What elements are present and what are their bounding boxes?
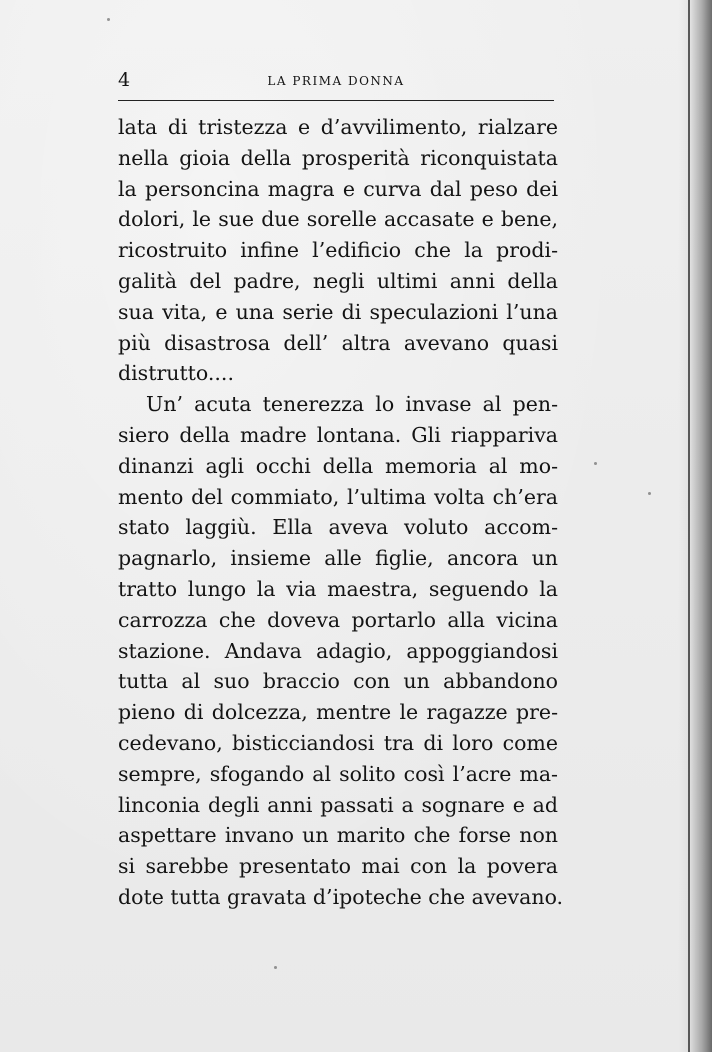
text-line: lata di tristezza e d’avvilimento, rialzare — [118, 115, 558, 139]
text-line: stato laggiù. Ella aveva voluto accom- — [118, 515, 558, 540]
paper-speck — [274, 966, 277, 969]
text-line: carrozza che doveva portarlo alla vicina — [118, 607, 558, 632]
paragraph-2 — [118, 389, 564, 913]
text-line: distrutto.... — [118, 361, 234, 386]
text-line: nella gioia della prosperità riconquistata — [118, 145, 558, 170]
running-title: LA PRIMA DONNA — [267, 74, 405, 88]
paper-speck — [648, 492, 651, 495]
text-line: tutta al suo braccio con un abbandono — [118, 669, 558, 694]
text-line: sua vita, e una serie di speculazioni l’una — [118, 299, 558, 324]
paragraph-1 — [118, 112, 558, 389]
text-line: siero della madre lontana. Gli riappariva — [118, 422, 558, 447]
text-line: ricostruito infine l’edificio che la prodi- — [118, 238, 558, 263]
text-line: la personcina magra e curva dal peso dei — [118, 176, 558, 201]
text-line: tratto lungo la via maestra, seguendo la — [118, 576, 558, 601]
text-line: dinanzi agli occhi della memoria al mo- — [118, 453, 558, 478]
text-line: mento del commiato, l’ultima volta ch’era — [118, 484, 558, 509]
text-line: Un’ acuta tenerezza lo invase al pen- — [146, 392, 558, 417]
text-line: dote tutta gravata d’ipoteche che avevano. — [118, 884, 564, 909]
text-line: più disastrosa dell’ altra avevano quasi — [118, 330, 558, 355]
text-line: dolori, le sue due sorelle accasate e bene, — [118, 207, 558, 232]
text-line: linconia degli anni passati a sognare e ad — [118, 792, 558, 817]
header-rule — [118, 100, 554, 101]
page-number: 4 — [118, 69, 131, 91]
text-line: cedevano, bisticciandosi tra di loro come — [118, 730, 558, 755]
text-line: pagnarlo, insieme alle figlie, ancora un — [118, 546, 558, 571]
text-line: galità del padre, negli ultimi anni della — [118, 268, 558, 293]
paper-speck — [594, 462, 597, 465]
paper-speck — [107, 18, 110, 21]
text-line: stazione. Andava adagio, appoggiandosi — [118, 638, 558, 663]
text-line: sempre, sfogando al solito così l’acre ma- — [118, 761, 558, 786]
text-line: pieno di dolcezza, mentre le ragazze pre- — [118, 700, 558, 725]
text-line: aspettare invano un marito che forse non — [118, 823, 558, 848]
body-text — [118, 112, 564, 913]
text-line: si sarebbe presentato mai con la povera — [118, 854, 558, 879]
page-spine-shadow — [678, 0, 712, 1052]
page-spine-edge — [688, 0, 690, 1052]
page-header — [118, 66, 554, 96]
